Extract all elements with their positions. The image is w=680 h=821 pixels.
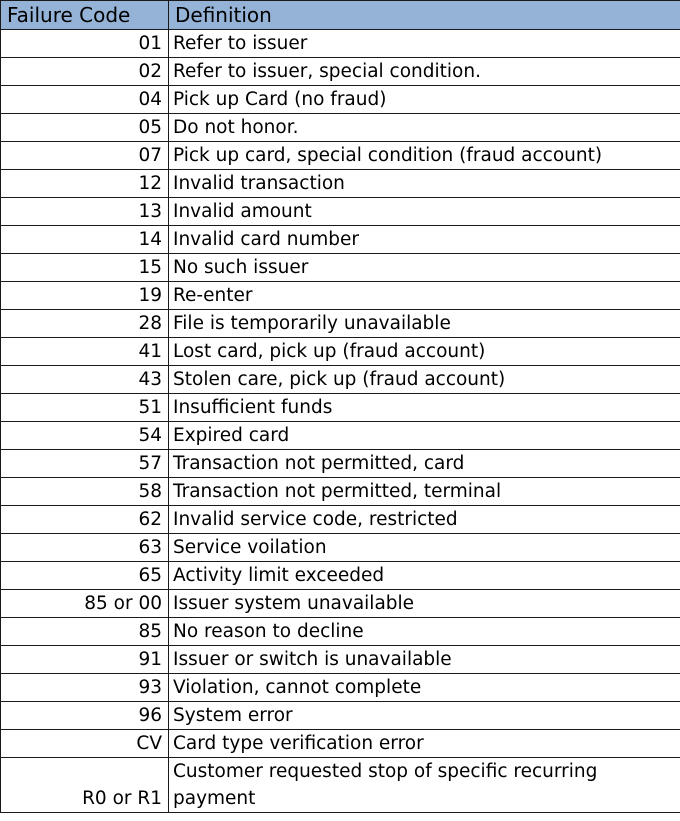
definition-cell: Refer to issuer: [169, 30, 680, 58]
definition-cell: Invalid amount: [169, 198, 680, 226]
failure-code-cell: 04: [1, 86, 169, 114]
table-row: [1, 394, 680, 422]
table-row: [1, 478, 680, 506]
definition-cell: Refer to issuer, special condition.: [169, 58, 680, 86]
table-row: [1, 618, 680, 646]
failure-code-cell: 54: [1, 422, 169, 450]
definition-cell: System error: [169, 702, 680, 730]
definition-cell: Card type verification error: [169, 730, 680, 758]
table-row: [1, 226, 680, 254]
failure-code-cell: 58: [1, 478, 169, 506]
table-row: [1, 702, 680, 730]
definition-cell: Issuer or switch is unavailable: [169, 646, 680, 674]
failure-code-cell: 57: [1, 450, 169, 478]
definition-cell: Invalid service code, restricted: [169, 506, 680, 534]
failure-code-cell: 07: [1, 142, 169, 170]
failure-code-cell: 93: [1, 674, 169, 702]
failure-code-cell: 85 or 00: [1, 590, 169, 618]
definition-cell: Pick up card, special condition (fraud account): [169, 142, 680, 170]
failure-code-cell: 19: [1, 282, 169, 310]
definition-cell: Customer requested stop of specific recurring payment: [169, 758, 680, 813]
failure-code-cell: 41: [1, 338, 169, 366]
table-row: [1, 198, 680, 226]
failure-code-cell: 01: [1, 30, 169, 58]
failure-code-cell: 65: [1, 562, 169, 590]
definition-cell: Expired card: [169, 422, 680, 450]
failure-code-cell: CV: [1, 730, 169, 758]
failure-code-cell: 51: [1, 394, 169, 422]
table-row: [1, 450, 680, 478]
failure-code-cell: 43: [1, 366, 169, 394]
definition-cell: No reason to decline: [169, 618, 680, 646]
definition-cell: Activity limit exceeded: [169, 562, 680, 590]
failure-code-cell: 15: [1, 254, 169, 282]
table-row: [1, 506, 680, 534]
definition-cell: Invalid card number: [169, 226, 680, 254]
definition-column-header: Definition: [169, 1, 680, 30]
table-row: [1, 170, 680, 198]
definition-cell: Lost card, pick up (fraud account): [169, 338, 680, 366]
failure-code-cell: 91: [1, 646, 169, 674]
table-header: [1, 1, 680, 30]
table-row: [1, 730, 680, 758]
table-row: [1, 30, 680, 58]
definition-cell: Violation, cannot complete: [169, 674, 680, 702]
table-row: [1, 562, 680, 590]
table-row: [1, 590, 680, 618]
failure-code-cell: 13: [1, 198, 169, 226]
table-body: [1, 30, 680, 813]
failure-code-cell: 28: [1, 310, 169, 338]
table-row: [1, 142, 680, 170]
table-row: [1, 646, 680, 674]
definition-cell: Re-enter: [169, 282, 680, 310]
table-row: [1, 310, 680, 338]
table-row: [1, 534, 680, 562]
definition-cell: Issuer system unavailable: [169, 590, 680, 618]
table-row: [1, 58, 680, 86]
table-row: [1, 86, 680, 114]
failure-code-cell: 62: [1, 506, 169, 534]
definition-cell: Service voilation: [169, 534, 680, 562]
table-row: [1, 282, 680, 310]
table-row: [1, 758, 680, 813]
failure-code-cell: 96: [1, 702, 169, 730]
definition-cell: File is temporarily unavailable: [169, 310, 680, 338]
table-row: [1, 114, 680, 142]
definition-cell: Pick up Card (no fraud): [169, 86, 680, 114]
failure-code-cell: 85: [1, 618, 169, 646]
definition-cell: Transaction not permitted, terminal: [169, 478, 680, 506]
table-row: [1, 366, 680, 394]
definition-cell: Invalid transaction: [169, 170, 680, 198]
definition-cell: Stolen care, pick up (fraud account): [169, 366, 680, 394]
header-row: [1, 1, 680, 30]
failure-code-column-header: Failure Code: [1, 1, 169, 30]
failure-code-cell: 14: [1, 226, 169, 254]
failure-code-cell: 02: [1, 58, 169, 86]
definition-cell: Transaction not permitted, card: [169, 450, 680, 478]
table-row: [1, 338, 680, 366]
definition-cell: No such issuer: [169, 254, 680, 282]
table-row: [1, 422, 680, 450]
failure-code-cell: 63: [1, 534, 169, 562]
failure-code-cell: 05: [1, 114, 169, 142]
failure-code-cell: R0 or R1: [1, 758, 169, 813]
definition-cell: Insufficient funds: [169, 394, 680, 422]
table-row: [1, 254, 680, 282]
failure-code-cell: 12: [1, 170, 169, 198]
definition-cell: Do not honor.: [169, 114, 680, 142]
table-row: [1, 674, 680, 702]
